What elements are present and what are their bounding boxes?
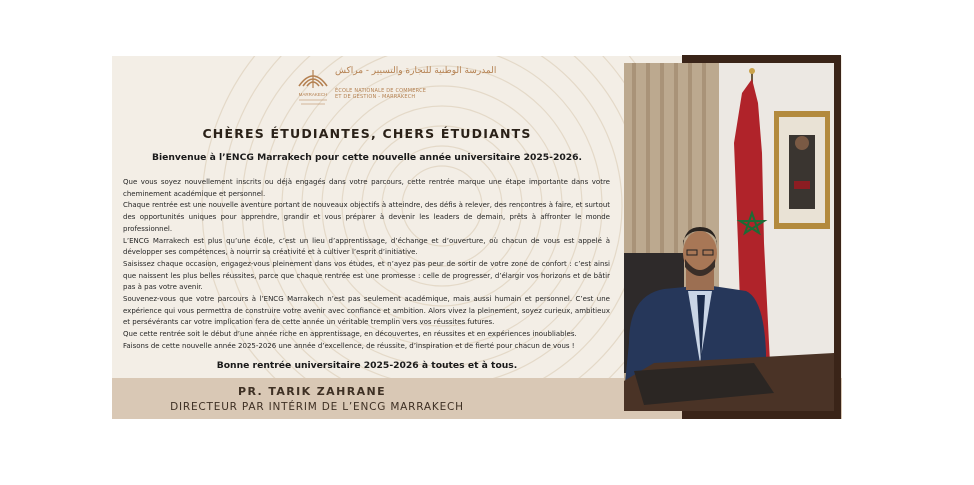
body-paragraph: Que vous soyez nouvellement inscrits ou déjà engagés dans votre parcours, cette rentrée marque une étape importante dans votre cheminement académique et personnel.: [123, 178, 610, 198]
signatory-name: PR. TARIK ZAHRANE: [237, 385, 387, 398]
logo-french-line2: ET DE GESTION - MARRAKECH: [335, 94, 416, 100]
logo-french-name: [335, 88, 426, 100]
body-paragraph: Souvenez-vous que votre parcours à l’ENCG Marrakech n’est pas seulement académique, mais aussi humain et personnel. C’est une expérience qui vous permettra de construire votre avenir avec confiance et ambition. Alors vivez la pleinement, soyez curieux, ambitieux et persévérants car votre implication fera de cette année un véritable tremplin vers vos réussites futures.: [123, 295, 610, 327]
letter-heading: CHÈRES ÉTUDIANTES, CHERS ÉTUDIANTS: [202, 126, 532, 141]
body-paragraph: Saisissez chaque occasion, engagez-vous pleinement dans vos études, et n’ayez pas peur de sortir de votre zone de confort : c’est ainsi que naissent les plus belles réussites, parce que chaque rentrée est une promesse : celle de progresser, d’élargir vos horizons et de bâtir pas à pas votre avenir.: [123, 259, 610, 292]
body-paragraph: L’ENCG Marrakech est plus qu’une école, c’est un lieu d’apprentissage, d’échange et d’ouverture, où chacun de vous est appelé à développer ses compétences, à nourrir sa créativité et à cultiver l’esprit d’initiative.: [123, 236, 610, 257]
logo-mark-text: MARRAKECH: [298, 92, 328, 97]
encg-emblem-icon: [295, 64, 331, 110]
encg-logo: [295, 64, 497, 110]
body-paragraph: Faisons de cette nouvelle année 2025-2026 une année d’excellence, de réussite, d’inspiration et de fierté pour chacun de vous !: [123, 341, 575, 350]
closing-line: Bonne rentrée universitaire 2025-2026 à toutes et à tous.: [216, 360, 518, 371]
body-paragraph: Que cette rentrée soit le début d’une année riche en apprentissage, en découvertes, en réussites et en expériences inoubliables.: [123, 330, 577, 339]
welcome-line: Bienvenue à l’ENCG Marrakech pour cette nouvelle année universitaire 2025-2026.: [151, 152, 583, 163]
signatory-title: DIRECTEUR PAR INTÉRIM DE L’ENCG MARRAKECH: [170, 401, 464, 413]
body-paragraph: Chaque rentrée est une nouvelle aventure portant de nouveaux objectifs à atteindre, des défis à relever, des rencontres à faire, et surtout des opportunités uniques pour apprendre, grandir et vous préparer à devenir les leaders de demain, prêts à affronter le monde professionnel.: [123, 201, 610, 233]
logo-french-line1: ÉCOLE NATIONALE DE COMMERCE: [335, 88, 427, 94]
letter-body: [123, 177, 610, 353]
director-photo: [624, 63, 834, 411]
logo-arabic-name: المدرسة الوطنية للتجارة والتسيير - مراكش: [335, 66, 497, 76]
